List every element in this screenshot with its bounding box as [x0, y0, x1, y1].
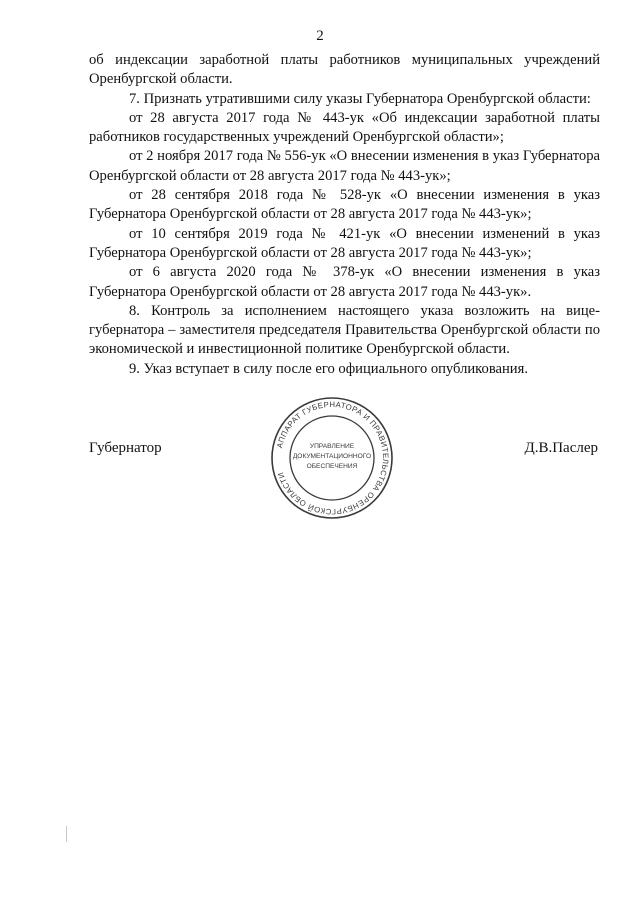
scan-artifact — [66, 826, 67, 842]
signatory-name: Д.В.Паслер — [524, 440, 598, 456]
stamp-center-line-3: ОБЕСПЕЧЕНИЯ — [306, 463, 358, 470]
paragraph-item-9: 9. Указ вступает в силу после его официального опубликования. — [129, 360, 528, 377]
document-body — [89, 51, 600, 379]
stamp-ring-text: АППАРАТ ГУБЕРНАТОРА И ПРАВИТЕЛЬСТВА ОРЕНБУРГСКОЙ ОБЛАСТИ — [275, 399, 391, 517]
page-number: 2 — [316, 28, 324, 44]
paragraph-continuation: об индексации заработной платы работников муниципальных учреждений Оренбургской области. — [89, 52, 600, 88]
repealed-decree-5: от 6 августа 2020 года № 378-ук «О внесении изменения в указ Губернатора Оренбургской области от 28 августа 2017 года № 443-ук». — [89, 264, 600, 300]
repealed-decree-3: от 28 сентября 2018 года № 528-ук «О внесении изменения в указ Губернатора Оренбургской области от 28 августа 2017 года № 443-ук»; — [89, 187, 600, 223]
paragraph-item-7: 7. Признать утратившими силу указы Губернатора Оренбургской области: — [129, 90, 591, 107]
official-stamp — [270, 396, 394, 520]
repealed-decree-4: от 10 сентября 2019 года № 421-ук «О внесении изменений в указ Губернатора Оренбургской области от 28 августа 2017 года № 443-ук»; — [89, 225, 600, 261]
repealed-decree-1: от 28 августа 2017 года № 443-ук «Об индексации заработной платы работников государственных учреждений Оренбургской области»; — [89, 109, 600, 146]
stamp-center-line-1: УПРАВЛЕНИЕ — [309, 443, 355, 450]
paragraph-item-8: 8. Контроль за исполнением настоящего указа возложить на вице-губернатора – заместителя председателя Правительства Оренбургской области по экономической и инвестиционной политике Оренбургской области. — [89, 302, 600, 358]
signatory-position: Губернатор — [89, 440, 162, 456]
repealed-decree-2: от 2 ноября 2017 года № 556-ук «О внесении изменения в указ Губернатора Оренбургской области от 28 августа 2017 года № 443-ук»; — [89, 148, 600, 184]
stamp-center-line-2: ДОКУМЕНТАЦИОННОГО — [292, 453, 372, 460]
